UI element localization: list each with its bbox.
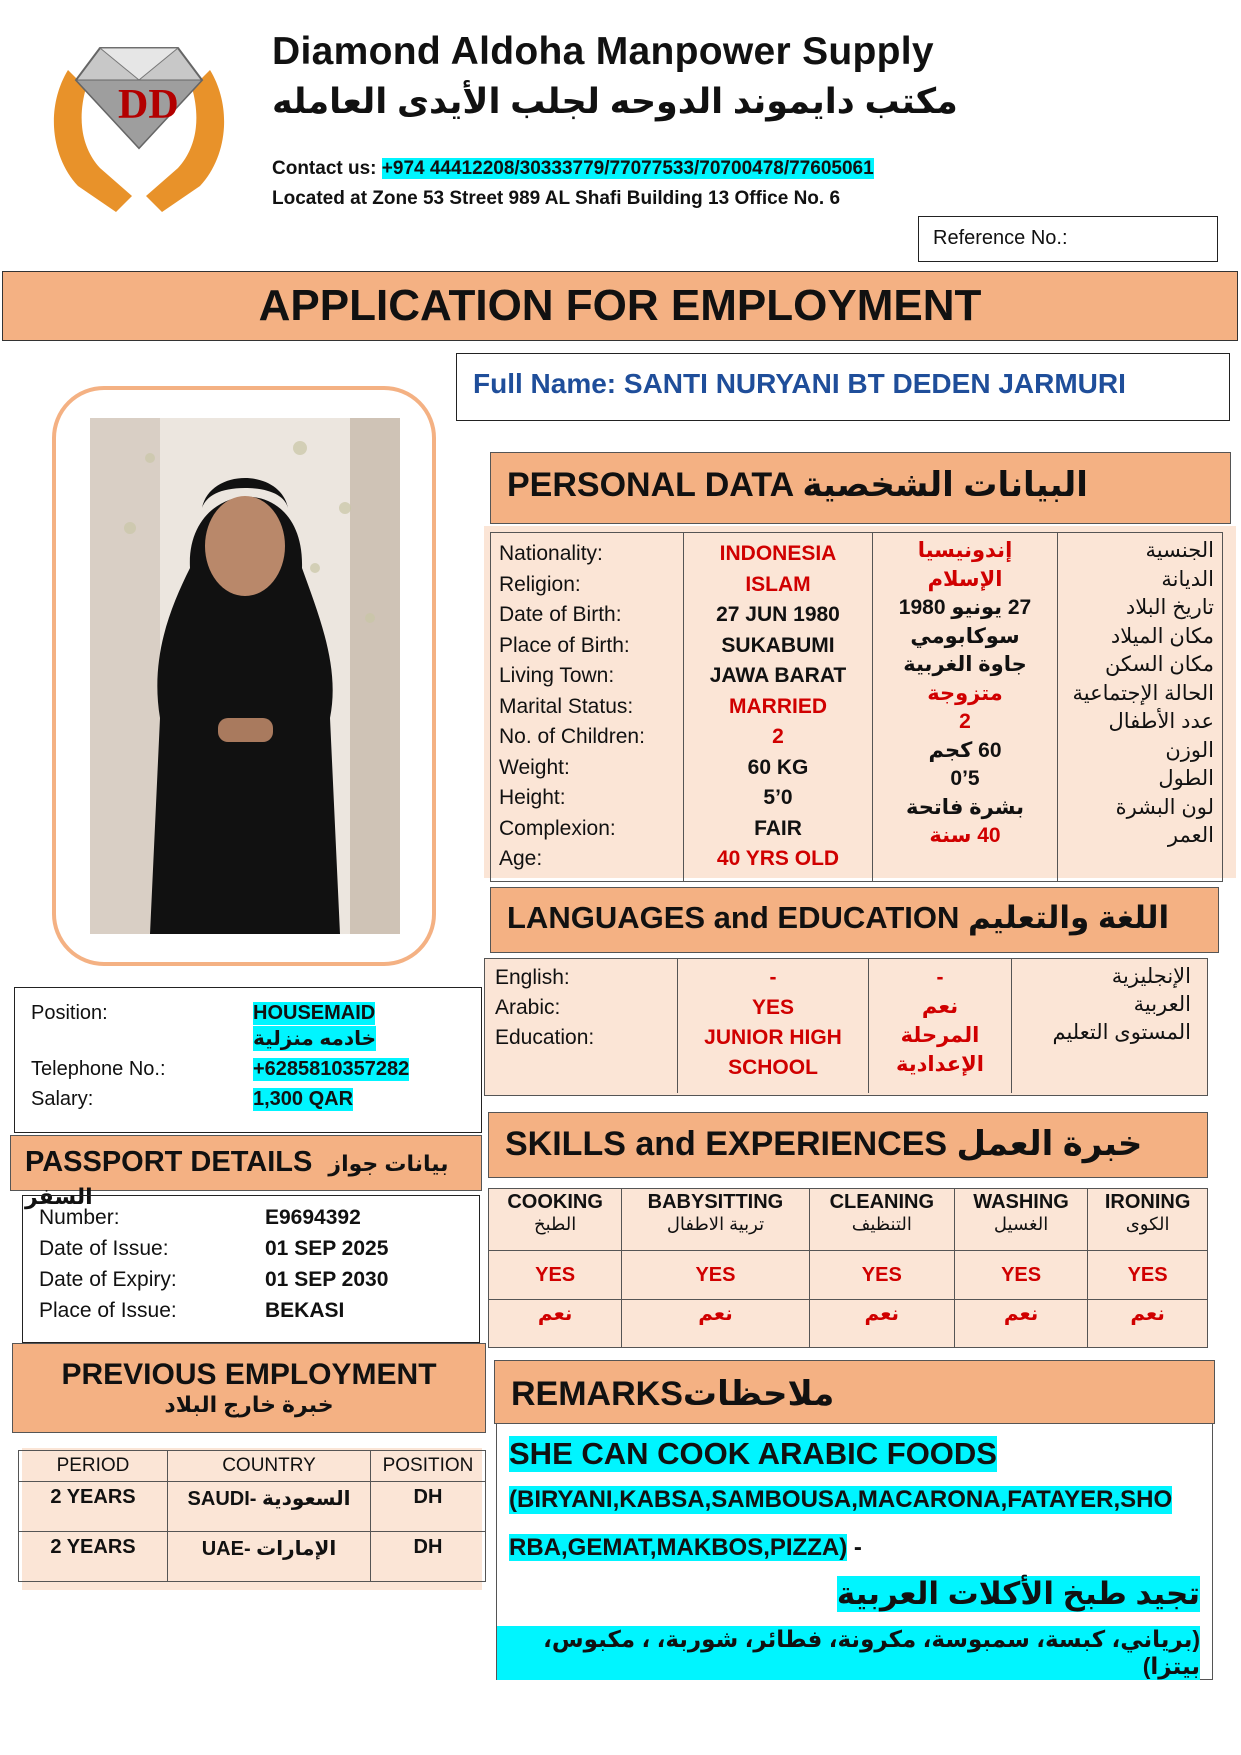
previous-country: SAUDI- السعودية bbox=[168, 1482, 371, 1532]
personal-label: Age: bbox=[499, 847, 543, 870]
position-label: Position: bbox=[31, 1002, 108, 1024]
skill-name: WASHING bbox=[973, 1191, 1069, 1213]
reference-number-box bbox=[918, 216, 1218, 262]
personal-value-ar: سوكابومي bbox=[910, 624, 1020, 648]
skills-table bbox=[488, 1188, 1208, 1348]
skills-yes-ar-row bbox=[489, 1300, 1208, 1348]
personal-data-heading bbox=[490, 452, 1231, 524]
previous-country: UAE- الإمارات bbox=[168, 1532, 371, 1582]
company-name-ar: مكتب دايموند الدوحه لجلب الأيدى العامله bbox=[272, 82, 958, 121]
previous-header-row bbox=[19, 1451, 486, 1482]
personal-label-ar: تاريخ البلاد bbox=[1125, 596, 1214, 619]
personal-value: SUKABUMI bbox=[721, 633, 835, 657]
skill-name: COOKING bbox=[507, 1191, 603, 1213]
company-logo bbox=[28, 36, 250, 214]
skill-header-cell bbox=[954, 1189, 1087, 1251]
language-value: YES bbox=[751, 996, 795, 1019]
skill-name-ar: الطبخ bbox=[533, 1214, 577, 1234]
personal-value-ar: متزوجة bbox=[927, 681, 1003, 705]
languages-labels-ar-col bbox=[1012, 959, 1206, 1093]
remarks-heading bbox=[494, 1360, 1215, 1424]
remarks-line-3-wrap bbox=[509, 1534, 862, 1562]
previous-row bbox=[19, 1532, 486, 1582]
personal-label: Date of Birth: bbox=[499, 603, 622, 626]
language-label-ar: المستوى التعليم bbox=[1052, 1021, 1191, 1044]
language-label: Arabic: bbox=[495, 996, 561, 1019]
remarks-line-3: RBA,GEMAT,MAKBOS,PIZZA) bbox=[509, 1534, 848, 1561]
languages-values-ar-col bbox=[869, 959, 1012, 1093]
personal-label: Complexion: bbox=[499, 816, 616, 840]
language-value-ar: - bbox=[936, 966, 944, 989]
applicant-photo bbox=[90, 418, 400, 934]
passport-value: 01 SEP 2030 bbox=[265, 1268, 389, 1291]
skill-yes: YES bbox=[1088, 1251, 1208, 1300]
company-name-en: Diamond Aldoha Manpower Supply bbox=[272, 30, 934, 73]
previous-period: 2 YEARS bbox=[19, 1482, 168, 1532]
personal-value: 60 KG bbox=[747, 755, 809, 779]
skill-yes: YES bbox=[622, 1251, 809, 1300]
skills-heading bbox=[488, 1112, 1208, 1178]
personal-value-ar: جاوة الغربية bbox=[903, 653, 1027, 676]
personal-value-ar: إندونيسيا bbox=[917, 539, 1013, 562]
passport-label: Date of Issue: bbox=[39, 1237, 169, 1260]
remarks-heading-ar: ملاحظات bbox=[682, 1375, 835, 1413]
personal-label-ar: الديانة bbox=[1161, 567, 1214, 591]
language-label-ar: الإنجليزية bbox=[1111, 965, 1191, 988]
language-label: Education: bbox=[495, 1026, 595, 1049]
personal-label-ar: مكان الميلاد bbox=[1110, 624, 1214, 648]
languages-panel bbox=[484, 958, 1208, 1096]
personal-value-ar: 2 bbox=[959, 710, 971, 733]
contact-label: Contact us: bbox=[272, 158, 382, 179]
previous-column-header: POSITION bbox=[371, 1451, 486, 1482]
skills-heading-en: SKILLS and EXPERIENCES bbox=[505, 1125, 957, 1163]
personal-value-ar: 27 يونيو 1980 bbox=[898, 596, 1032, 619]
passport-heading-en: PASSPORT DETAILS bbox=[25, 1146, 313, 1178]
page-title: APPLICATION FOR EMPLOYMENT bbox=[2, 271, 1238, 341]
personal-label-ar: مكان السكن bbox=[1104, 653, 1214, 676]
salary-label: Salary: bbox=[31, 1088, 94, 1110]
passport-heading-ar: بيانات جواز السفر bbox=[25, 1151, 449, 1209]
personal-value-ar: الإسلام bbox=[927, 567, 1003, 591]
languages-table bbox=[485, 959, 1205, 1093]
passport-value: BEKASI bbox=[265, 1299, 345, 1322]
language-value: JUNIOR HIGH bbox=[704, 1026, 842, 1049]
position-value: HOUSEMAID bbox=[253, 1002, 376, 1024]
personal-label-ar: الحالة الإجتماعية bbox=[1072, 681, 1214, 705]
skill-yes-ar: نعم bbox=[1088, 1300, 1208, 1348]
personal-value-ar: 60 كجم bbox=[928, 738, 1002, 762]
personal-label: No. of Children: bbox=[499, 725, 645, 748]
skills-heading-ar: خبرة العمل bbox=[956, 1125, 1143, 1163]
contact-numbers: +974 44412208/30333779/77077533/70700478/77605061 bbox=[381, 158, 874, 179]
passport-heading bbox=[10, 1135, 482, 1209]
personal-label: Marital Status: bbox=[499, 694, 634, 718]
personal-value: 27 JUN 1980 bbox=[716, 603, 840, 626]
skill-yes-ar: نعم bbox=[809, 1300, 954, 1348]
personal-label-ar: العمر bbox=[1167, 824, 1214, 847]
previous-employment-panel bbox=[22, 1448, 482, 1590]
skill-yes: YES bbox=[954, 1251, 1087, 1300]
remarks-line-1: SHE CAN COOK ARABIC FOODS bbox=[509, 1436, 997, 1471]
personal-label-ar: لون البشرة bbox=[1115, 795, 1214, 819]
personal-data-panel bbox=[484, 526, 1236, 878]
personal-value: JAWA BARAT bbox=[709, 664, 847, 687]
personal-labels-col bbox=[491, 533, 684, 882]
remarks-line-5-ar: (برياني، كبسة، سمبوسة، مكرونة، فطائر، شوربة، ، مكبوس، بيتزا) bbox=[497, 1626, 1200, 1680]
previous-heading-en: PREVIOUS EMPLOYMENT bbox=[61, 1358, 437, 1391]
languages-heading-en: LANGUAGES and EDUCATION bbox=[507, 900, 968, 935]
logo-letters: DD bbox=[118, 82, 179, 128]
previous-heading-ar: خبرة خارج البلاد bbox=[164, 1392, 334, 1417]
previous-column-header: COUNTRY bbox=[168, 1451, 371, 1482]
previous-position: DH bbox=[371, 1532, 486, 1582]
skills-yes-row bbox=[489, 1251, 1208, 1300]
languages-labels-col bbox=[485, 959, 678, 1093]
contact-line bbox=[272, 158, 874, 180]
personal-label: Nationality: bbox=[499, 542, 603, 565]
personal-values-col bbox=[684, 533, 873, 882]
personal-label-ar: عدد الأطفال bbox=[1108, 710, 1214, 733]
personal-value: ISLAM bbox=[745, 572, 811, 596]
personal-label-ar: الوزن bbox=[1165, 738, 1214, 762]
telephone-value: +6285810357282 bbox=[253, 1058, 410, 1080]
position-box bbox=[14, 987, 482, 1133]
personal-value: MARRIED bbox=[729, 694, 827, 718]
personal-value: 2 bbox=[772, 725, 784, 748]
previous-column-header: PERIOD bbox=[19, 1451, 168, 1482]
personal-value: FAIR bbox=[754, 816, 802, 840]
personal-values-ar-col bbox=[873, 533, 1058, 882]
passport-value: 01 SEP 2025 bbox=[265, 1237, 389, 1260]
skill-name-ar: الغسيل bbox=[993, 1214, 1049, 1234]
skill-name: BABYSITTING bbox=[647, 1191, 784, 1213]
remarks-box bbox=[496, 1424, 1213, 1680]
languages-heading bbox=[490, 887, 1219, 953]
previous-employment-table bbox=[18, 1450, 486, 1582]
skill-yes-ar: نعم bbox=[622, 1300, 809, 1348]
skill-name: IRONING bbox=[1104, 1191, 1191, 1213]
personal-heading-en: PERSONAL DATA bbox=[507, 466, 803, 504]
previous-position: DH bbox=[371, 1482, 486, 1532]
language-label-ar: العربية bbox=[1133, 993, 1191, 1016]
skill-yes: YES bbox=[809, 1251, 954, 1300]
language-label: English: bbox=[495, 966, 570, 989]
reference-label: Reference No.: bbox=[933, 227, 1068, 249]
language-value-ar: الإعدادية bbox=[896, 1053, 984, 1076]
skills-header-row bbox=[489, 1189, 1208, 1251]
remarks-line-3-dash: - bbox=[847, 1534, 862, 1561]
passport-label: Place of Issue: bbox=[39, 1299, 177, 1322]
skills-panel bbox=[488, 1188, 1208, 1348]
skill-yes: YES bbox=[489, 1251, 622, 1300]
passport-box bbox=[22, 1195, 480, 1343]
salary-value: 1,300 QAR bbox=[253, 1088, 354, 1110]
remarks-line-4-ar: تجيد طبخ الأكلات العربية bbox=[836, 1576, 1200, 1611]
personal-label-ar: الجنسية bbox=[1145, 539, 1214, 562]
skill-header-cell bbox=[1088, 1189, 1208, 1251]
passport-value: E9694392 bbox=[265, 1206, 361, 1229]
remarks-line-2: (BIRYANI,KABSA,SAMBOUSA,MACARONA,FATAYER,SHO bbox=[509, 1486, 1173, 1513]
full-name: Full Name: SANTI NURYANI BT DEDEN JARMURI bbox=[456, 353, 1230, 421]
skill-yes-ar: نعم bbox=[954, 1300, 1087, 1348]
personal-value: 5’0 bbox=[763, 786, 793, 809]
languages-values-col bbox=[678, 959, 869, 1093]
passport-label: Date of Expiry: bbox=[39, 1268, 177, 1291]
skill-name-ar: الكوى bbox=[1125, 1214, 1170, 1234]
skill-header-cell bbox=[622, 1189, 809, 1251]
previous-period: 2 YEARS bbox=[19, 1532, 168, 1582]
languages-heading-ar: اللغة والتعليم bbox=[968, 900, 1170, 935]
skill-header-cell bbox=[809, 1189, 954, 1251]
language-value: SCHOOL bbox=[728, 1056, 818, 1079]
personal-labels-ar-col bbox=[1058, 533, 1223, 882]
skill-name-ar: التنظيف bbox=[851, 1214, 912, 1234]
skill-name-ar: تربية الاطفال bbox=[666, 1214, 765, 1234]
personal-value-ar: بشرة فاتحة bbox=[906, 795, 1024, 819]
personal-heading-ar: البيانات الشخصية bbox=[802, 466, 1088, 504]
position-value-ar: خادمه منزلية bbox=[253, 1028, 377, 1050]
previous-employment-heading bbox=[12, 1343, 486, 1433]
personal-value: INDONESIA bbox=[719, 542, 837, 565]
language-value-ar: المرحلة bbox=[900, 1024, 980, 1047]
personal-data-table bbox=[490, 532, 1223, 882]
telephone-label: Telephone No.: bbox=[31, 1058, 166, 1080]
office-location: Located at Zone 53 Street 989 AL Shafi Building 13 Office No. 6 bbox=[272, 188, 841, 209]
personal-label: Place of Birth: bbox=[499, 633, 630, 657]
language-value-ar: نعم bbox=[921, 995, 959, 1018]
personal-value-ar: 5’0 bbox=[950, 767, 980, 790]
personal-label: Weight: bbox=[499, 755, 570, 779]
personal-label: Height: bbox=[499, 786, 566, 809]
passport-label: Number: bbox=[39, 1206, 120, 1229]
remarks-heading-en: REMARKS bbox=[511, 1375, 683, 1413]
personal-label: Religion: bbox=[499, 572, 581, 596]
language-value: - bbox=[769, 966, 777, 989]
skill-header-cell bbox=[489, 1189, 622, 1251]
personal-label-ar: الطول bbox=[1158, 767, 1214, 790]
skill-yes-ar: نعم bbox=[489, 1300, 622, 1348]
previous-row bbox=[19, 1482, 486, 1532]
personal-label: Living Town: bbox=[499, 664, 615, 687]
personal-value: 40 YRS OLD bbox=[716, 847, 840, 870]
personal-value-ar: 40 سنة bbox=[929, 824, 1001, 847]
skill-name: CLEANING bbox=[829, 1191, 935, 1213]
